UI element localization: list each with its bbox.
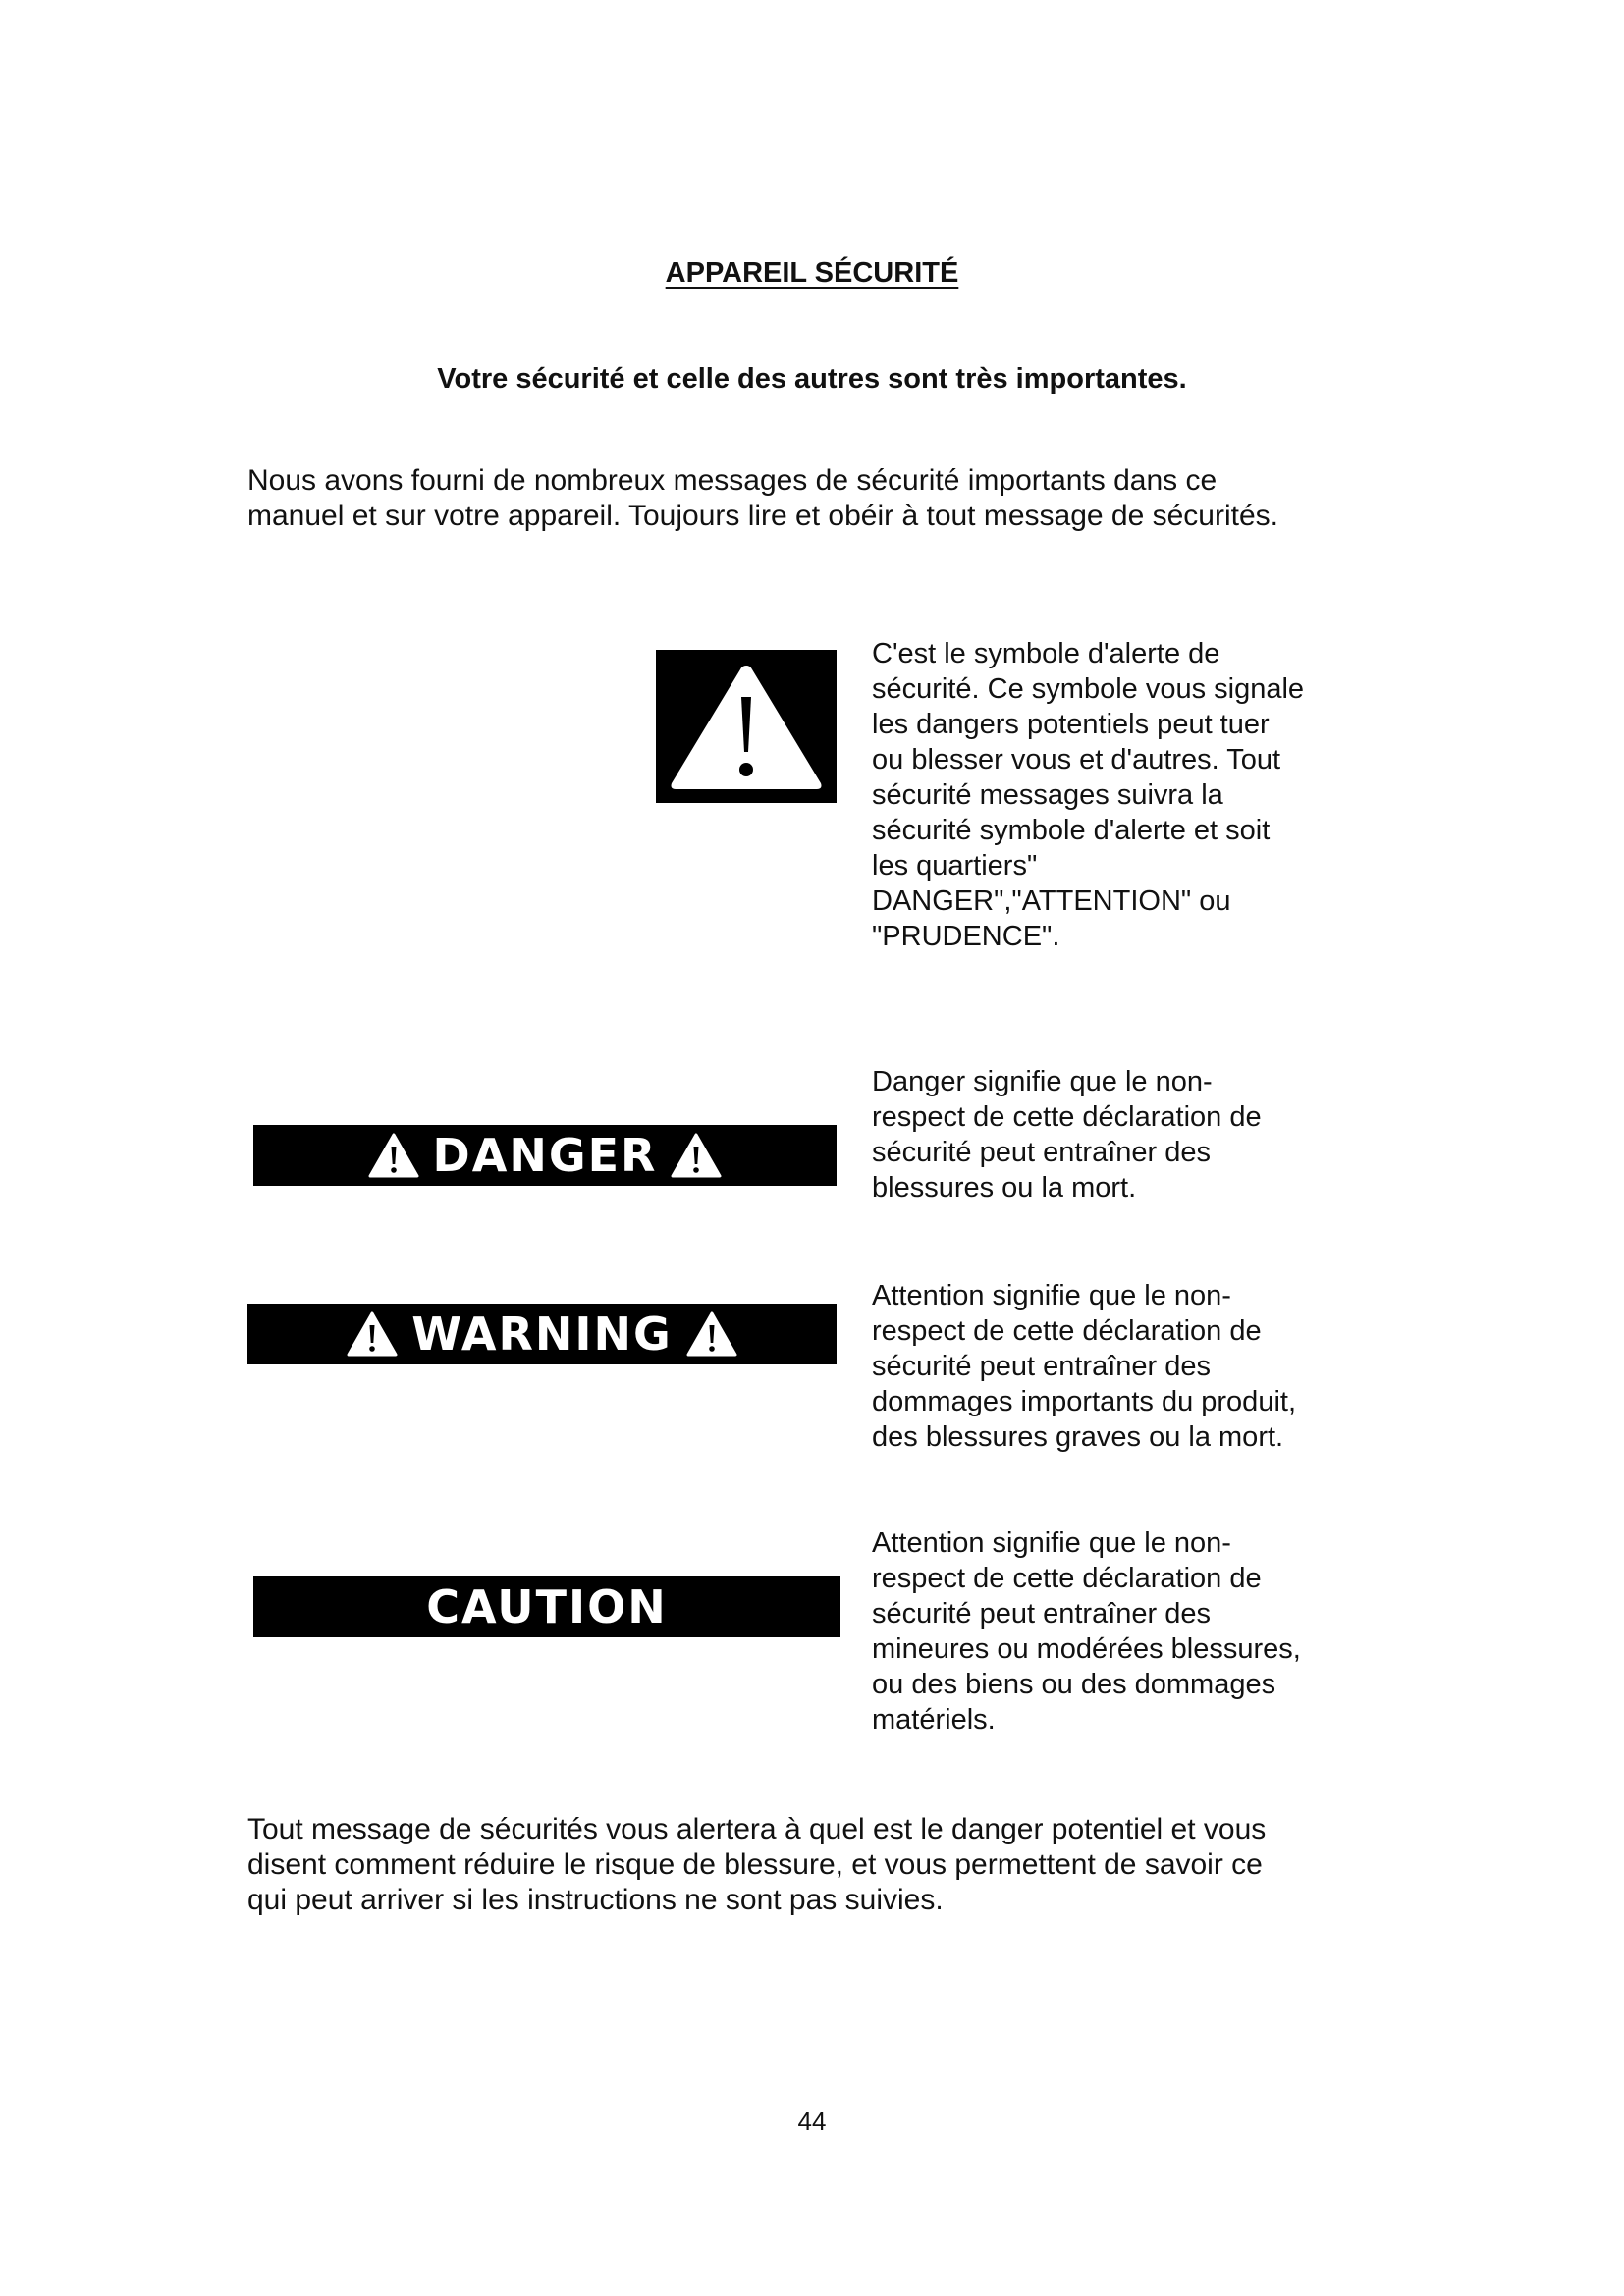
warning-triangle-icon <box>368 1133 419 1178</box>
intro-paragraph <box>247 463 1377 534</box>
description-line: C'est le symbole d'alerte de <box>872 638 1220 669</box>
alert-symbol-description <box>872 636 1363 954</box>
description-line: ou blesser vous et d'autres. Tout <box>872 744 1281 775</box>
caution-label: CAUTION <box>426 1580 668 1633</box>
page-number: 44 <box>797 2107 827 2136</box>
warning-label: WARNING <box>411 1308 673 1361</box>
description-line: Attention signifie que le non- <box>872 1280 1231 1311</box>
page-title: APPAREIL SÉCURITÉ <box>665 257 959 289</box>
caution-description <box>872 1525 1363 1737</box>
description-line: blessures ou la mort. <box>872 1172 1137 1203</box>
description-line: respect de cette déclaration de <box>872 1563 1262 1594</box>
description-line: sécurité peut entraîner des <box>872 1351 1211 1382</box>
danger-label: DANGER <box>432 1129 658 1182</box>
closing-line: qui peut arriver si les instructions ne sont pas suivies. <box>247 1884 944 1916</box>
warning-banner <box>247 1304 837 1364</box>
safety-alert-triangle-icon <box>656 650 837 803</box>
warning-description <box>872 1278 1363 1455</box>
danger-description <box>872 1064 1363 1205</box>
warning-triangle-icon <box>686 1311 737 1357</box>
danger-banner <box>253 1125 837 1186</box>
description-line: des blessures graves ou la mort. <box>872 1421 1284 1453</box>
description-line: DANGER","ATTENTION" ou <box>872 885 1231 917</box>
description-line: respect de cette déclaration de <box>872 1101 1262 1133</box>
description-line: respect de cette déclaration de <box>872 1315 1262 1347</box>
description-line: matériels. <box>872 1704 996 1735</box>
page-subtitle: Votre sécurité et celle des autres sont très importantes. <box>437 363 1187 395</box>
intro-line: Nous avons fourni de nombreux messages de sécurité importants dans ce <box>247 464 1218 497</box>
warning-triangle-icon <box>671 1133 722 1178</box>
description-line: les quartiers" <box>872 850 1038 881</box>
description-line: sécurité messages suivra la <box>872 779 1223 811</box>
warning-triangle-icon <box>347 1311 398 1357</box>
description-line: ou des biens ou des dommages <box>872 1669 1276 1700</box>
closing-line: disent comment réduire le risque de blessure, et vous permettent de savoir ce <box>247 1848 1263 1881</box>
description-line: dommages importants du produit, <box>872 1386 1296 1417</box>
closing-paragraph <box>247 1812 1377 1918</box>
caution-banner <box>253 1576 840 1637</box>
description-line: sécurité peut entraîner des <box>872 1137 1211 1168</box>
description-line: mineures ou modérées blessures, <box>872 1633 1301 1665</box>
description-line: sécurité symbole d'alerte et soit <box>872 815 1271 846</box>
description-line: sécurité peut entraîner des <box>872 1598 1211 1629</box>
closing-line: Tout message de sécurités vous alertera à quel est le danger potentiel et vous <box>247 1813 1267 1845</box>
description-line: les dangers potentiels peut tuer <box>872 709 1270 740</box>
description-line: sécurité. Ce symbole vous signale <box>872 673 1305 705</box>
description-line: "PRUDENCE". <box>872 921 1060 952</box>
description-line: Danger signifie que le non- <box>872 1066 1213 1097</box>
description-line: Attention signifie que le non- <box>872 1527 1231 1559</box>
intro-line: manuel et sur votre appareil. Toujours lire et obéir à tout message de sécurités. <box>247 500 1278 532</box>
